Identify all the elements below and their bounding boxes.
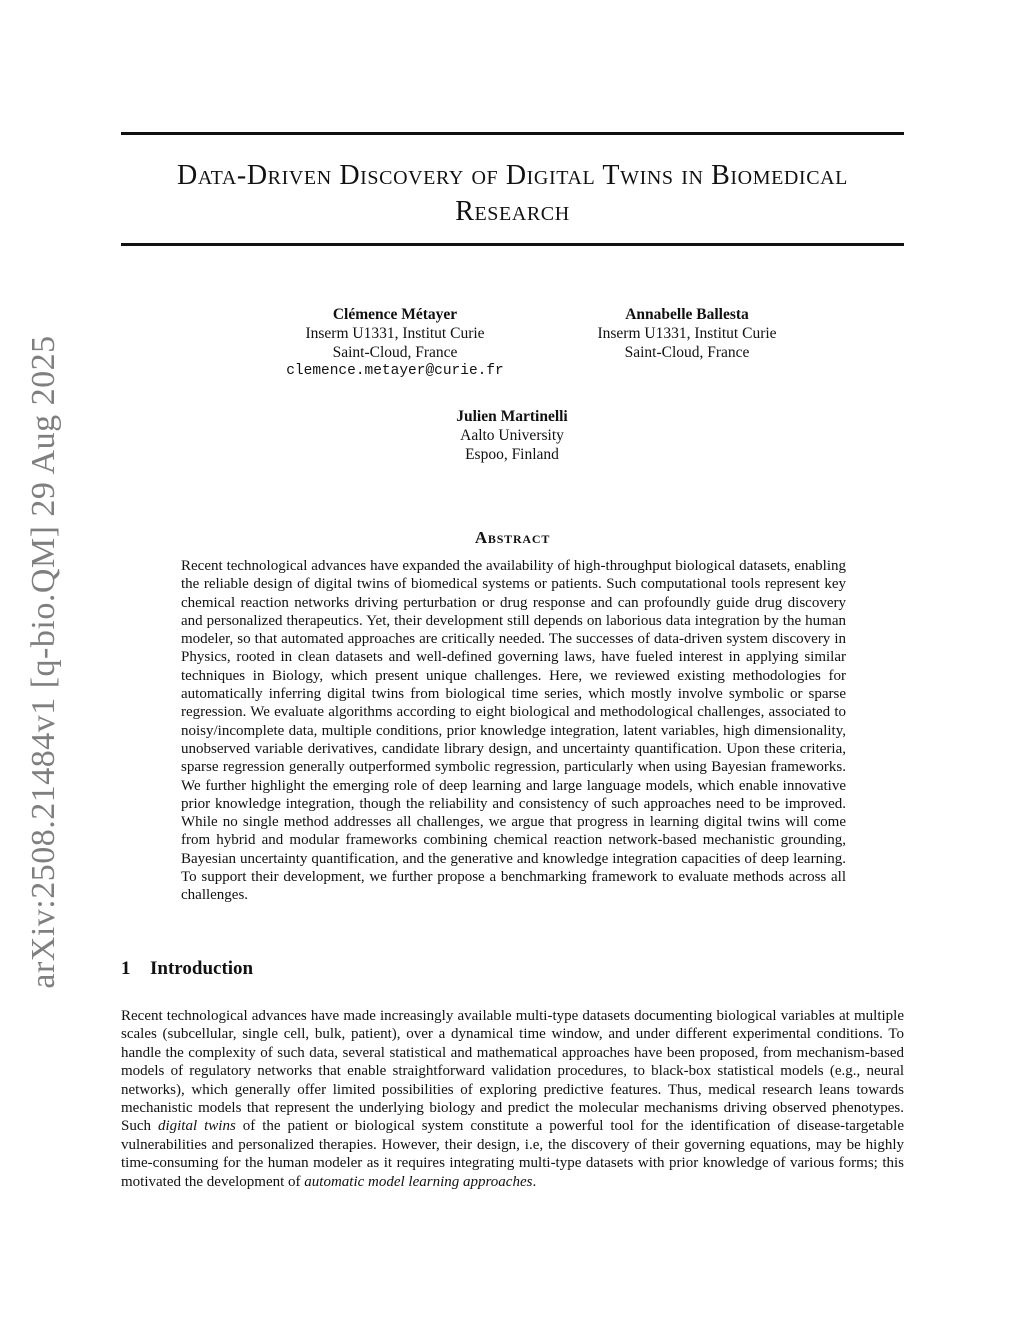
paper-title-line1: Data-Driven Discovery of Digital Twins in Biomedical — [177, 160, 848, 191]
abstract-heading: Abstract — [474, 528, 551, 547]
author-block-metayer — [230, 305, 560, 381]
author-name: Clémence Métayer — [332, 306, 458, 323]
title-top-rule — [121, 132, 904, 135]
author-location: Saint-Cloud, France — [332, 344, 458, 361]
section-heading-introduction — [121, 958, 253, 980]
author-name: Julien Martinelli — [456, 408, 568, 425]
intro-text-part3: . — [532, 1173, 537, 1190]
introduction-paragraph — [121, 1007, 904, 1191]
intro-text-part2: of the patient or biological system constitute a powerful tool for the identification of disease-targetable vulnerabilities and personalized therapies. However, their design, i.e, the discovery of their governing equations, may be highly time-consuming for the human modeler as it requires integrating multi-type datasets with prior knowledge of various forms; this motivated the development of — [121, 1118, 905, 1190]
paper-title-line2: Research — [455, 196, 570, 227]
intro-emphasis-automatic-model-learning: automatic model learning approaches — [304, 1173, 533, 1190]
paper-title — [121, 158, 904, 230]
section-number: 1 — [121, 958, 131, 979]
section-title: Introduction — [150, 958, 254, 979]
author-affiliation: Aalto University — [460, 427, 564, 444]
author-affiliation: Inserm U1331, Institut Curie — [305, 325, 485, 342]
author-block-martinelli — [412, 407, 612, 464]
author-email[interactable]: clemence.metayer@curie.fr — [286, 363, 504, 379]
author-location: Saint-Cloud, France — [624, 344, 750, 361]
author-location: Espoo, Finland — [465, 446, 559, 463]
intro-text-part1: Recent technological advances have made increasingly available multi-type datasets documenting biological variables at multiple scales (subcellular, single cell, bulk, patient), over a dynamical time window, and under different experimental conditions. To handle the complexity of such data, several statistical and mathematical approaches have been proposed, from mechanism-based models of regulatory networks that enable straightforward validation procedures, to black-box statistical models (e.g., neural networks), which generally offer limited possibilities of exploring predictive features. Thus, medical research leans towards mechanistic models that represent the underlying biology and predict the molecular mechanisms driving observed phenotypes. Such — [121, 1008, 904, 1135]
abstract-text: Recent technological advances have expanded the availability of high-throughput biological datasets, enabling the reliable design of digital twins of biomedical systems or patients. Such computational tools represent key chemical reaction networks driving perturbation or drug response and can profoundly guide drug discovery and personalized therapeutics. Yet, their development still depends on laborious data integration by the human modeler, so that automated approaches are critically needed. The successes of data-driven system discovery in Physics, rooted in clean datasets and well-defined governing laws, have fueled interest in applying similar techniques in Biology, which present unique challenges. Here, we reviewed existing methodologies for automatically inferring digital twins from biological time series, which mostly involve symbolic or sparse regression. We evaluate algorithms according to eight biological and methodological challenges, associated to noisy/incomplete data, multiple conditions, prior knowledge integration, latent variables, high dimensionality, unobserved variable derivatives, candidate library design, and uncertainty quantification. Upon these criteria, sparse regression generally outperformed symbolic regression, particularly when using Bayesian frameworks. We further highlight the emerging role of deep learning and large language models, which enable innovative prior knowledge integration, though the reliability and consistency of such approaches need to be improved. While no single method addresses all challenges, we argue that progress in learning digital twins will come from hybrid and modular frameworks combining chemical reaction network-based mechanistic grounding, Bayesian uncertainty quantification, and the generative and knowledge integration capacities of deep learning. To support their development, we further propose a benchmarking framework to evaluate methods across all challenges. — [181, 558, 846, 904]
intro-emphasis-digital-twins: digital twins — [157, 1118, 236, 1135]
arxiv-identifier-stamp: arXiv:2508.21484v1 [q-bio.QM] 29 Aug 2025 — [25, 335, 62, 989]
author-affiliation: Inserm U1331, Institut Curie — [597, 325, 777, 342]
author-block-ballesta — [560, 305, 814, 362]
title-bottom-rule — [121, 243, 904, 246]
author-name: Annabelle Ballesta — [625, 306, 749, 323]
